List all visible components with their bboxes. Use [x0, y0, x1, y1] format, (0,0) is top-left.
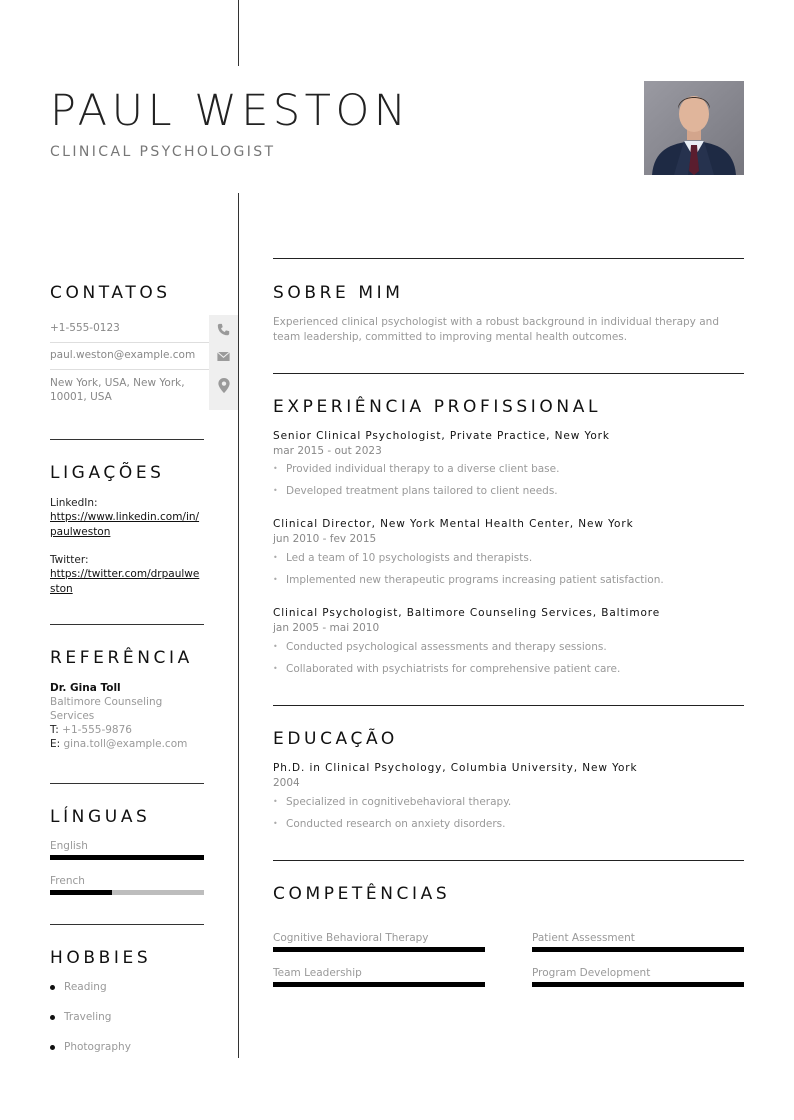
job-1-title: Senior Clinical Psychologist, Private Practice, New York — [273, 430, 610, 442]
divider-left — [50, 924, 204, 925]
job-3-bullet — [273, 641, 607, 653]
about-text: Experienced clinical psychologist with a robust background in individual therapy and team leadership, committed to improving mental health outcomes. — [273, 316, 719, 343]
skill-level-bar — [532, 947, 744, 952]
bullet-dot: • — [273, 819, 278, 828]
skill-level-bar — [532, 982, 744, 987]
job-1-dates: mar 2015 - out 2023 — [273, 445, 382, 457]
divider-left — [50, 783, 204, 784]
language-level-bar — [50, 855, 204, 860]
job-3-dates: jan 2005 - mai 2010 — [273, 622, 380, 634]
divider-right — [273, 258, 744, 259]
language-level-bar — [50, 890, 204, 895]
reference-phone-line — [50, 723, 204, 737]
contact-email: paul.weston@example.com — [50, 349, 196, 361]
bullet-text: Provided individual therapy to a diverse client base. — [286, 463, 560, 475]
skill-item — [532, 967, 744, 987]
language-level-fill — [50, 855, 204, 860]
links-list — [50, 496, 204, 596]
bullet-dot — [50, 1045, 55, 1050]
reference-email-label: E: — [50, 738, 61, 750]
reference-name: Dr. Gina Toll — [50, 682, 121, 694]
job-1-bullet — [273, 463, 559, 475]
education-degree: Ph.D. in Clinical Psychology, Columbia University, New York — [273, 762, 638, 774]
skill-name: Program Development — [532, 967, 651, 979]
bullet-text: Conducted research on anxiety disorders. — [286, 818, 506, 830]
links-title: LIGAÇÕES — [50, 463, 165, 483]
bullet-text: Led a team of 10 psychologists and therapists. — [286, 552, 533, 564]
hobbies-title: HOBBIES — [50, 948, 152, 968]
phone-icon — [209, 315, 238, 343]
skill-item — [273, 967, 485, 987]
bullet-dot — [50, 1015, 55, 1020]
divider-left — [50, 624, 204, 625]
contact-phone: +1-555-0123 — [50, 322, 120, 334]
hobby-label: Reading — [64, 981, 107, 993]
skill-name: Patient Assessment — [532, 932, 635, 944]
job-3-title: Clinical Psychologist, Baltimore Counseling Services, Baltimore — [273, 607, 661, 619]
reference-phone-label: T: — [50, 724, 59, 736]
contact-address: New York, USA, New York, 10001, USA — [50, 377, 185, 403]
bullet-text: Developed treatment plans tailored to client needs. — [286, 485, 558, 497]
contact-phone-row — [50, 315, 238, 343]
about-title: SOBRE MIM — [273, 283, 404, 303]
skill-level-bar — [273, 982, 485, 987]
reference-phone: +1-555-9876 — [62, 724, 132, 736]
language-english — [50, 840, 204, 860]
language-level-fill — [50, 890, 112, 895]
job-2-title: Clinical Director, New York Mental Health Center, New York — [273, 518, 634, 530]
job-3-bullet — [273, 663, 620, 675]
job-2-dates: jun 2010 - fev 2015 — [273, 533, 377, 545]
skill-item — [273, 932, 485, 952]
contact-email-row — [50, 343, 238, 370]
divider-right — [273, 373, 744, 374]
skill-item — [532, 932, 744, 952]
hobby-item — [50, 1041, 131, 1053]
education-bullet — [273, 796, 511, 808]
job-title: CLINICAL PSYCHOLOGIST — [50, 144, 276, 160]
hobby-item — [50, 1011, 111, 1023]
bullet-text: Specialized in cognitivebehavioral therapy. — [286, 796, 512, 808]
bullet-dot: • — [273, 664, 278, 673]
profile-photo — [644, 81, 744, 175]
reference-email: gina.toll@example.com — [63, 738, 188, 750]
language-french — [50, 875, 204, 895]
mail-icon — [209, 343, 238, 370]
language-name: French — [50, 875, 85, 887]
divider-left — [50, 439, 204, 440]
contacts-title: CONTATOS — [50, 283, 171, 303]
bullet-dot: • — [273, 553, 278, 562]
education-year: 2004 — [273, 777, 300, 789]
language-name: English — [50, 840, 88, 852]
bullet-dot: • — [273, 486, 278, 495]
divider-line-main — [238, 193, 239, 1058]
link-label-twitter: Twitter: — [50, 554, 89, 566]
link-label-linkedin: LinkedIn: — [50, 497, 98, 509]
location-pin-icon — [209, 370, 238, 410]
job-2-bullet — [273, 552, 532, 564]
bullet-dot: • — [273, 575, 278, 584]
bullet-text: Conducted psychological assessments and therapy sessions. — [286, 641, 607, 653]
bullet-dot: • — [273, 797, 278, 806]
education-title: EDUCAÇÃO — [273, 729, 398, 749]
education-bullet — [273, 818, 505, 830]
bullet-text: Collaborated with psychiatrists for comprehensive patient care. — [286, 663, 621, 675]
hobby-item — [50, 981, 107, 993]
job-2-bullet — [273, 574, 664, 586]
experience-title: EXPERIÊNCIA PROFISSIONAL — [273, 397, 602, 417]
divider-line-top — [238, 0, 239, 66]
skill-name: Team Leadership — [273, 967, 362, 979]
reference-organization: Baltimore Counseling Services — [50, 696, 163, 722]
divider-right — [273, 860, 744, 861]
reference-email-line — [50, 737, 204, 751]
reference-title: REFERÊNCIA — [50, 648, 193, 668]
divider-right — [273, 705, 744, 706]
skills-title: COMPETÊNCIAS — [273, 884, 451, 904]
skill-name: Cognitive Behavioral Therapy — [273, 932, 429, 944]
bullet-dot: • — [273, 464, 278, 473]
twitter-link[interactable]: https://twitter.com/drpaulweston — [50, 568, 200, 595]
linkedin-link[interactable]: https://www.linkedin.com/in/paulweston — [50, 511, 200, 538]
bullet-dot: • — [273, 642, 278, 651]
hobby-label: Traveling — [64, 1011, 112, 1023]
skill-level-bar — [273, 947, 485, 952]
reference-block — [50, 681, 204, 751]
contact-address-row — [50, 370, 238, 410]
bullet-dot — [50, 985, 55, 990]
person-name: PAUL WESTON — [50, 86, 411, 136]
job-1-bullet — [273, 485, 558, 497]
bullet-text: Implemented new therapeutic programs increasing patient satisfaction. — [286, 574, 664, 586]
hobby-label: Photography — [64, 1041, 131, 1053]
portrait-image — [644, 81, 744, 175]
languages-title: LÍNGUAS — [50, 807, 151, 827]
